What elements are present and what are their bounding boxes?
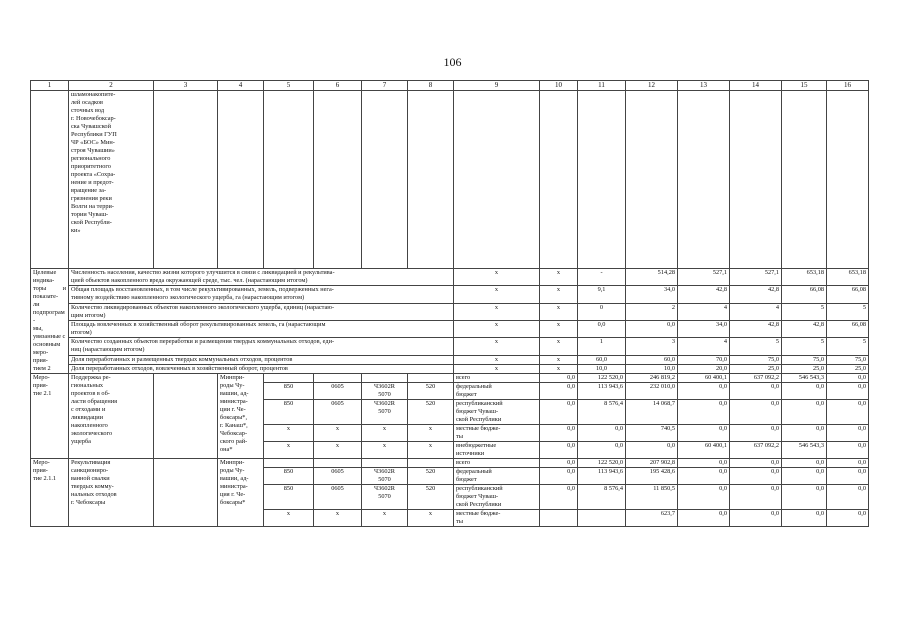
indicator-value: 653,18 (782, 269, 827, 286)
budget-code: x (408, 510, 454, 527)
amount-cell: 0,0 (782, 459, 827, 468)
indicator-value: 34,0 (626, 286, 678, 303)
amount-cell: 0,0 (827, 374, 869, 383)
indicator-value: x (454, 364, 540, 373)
indicators-label: Целевые индика- торы и показате- ли подпрограм- мы, увязанные с основным меро- прия- тием 2 (31, 269, 69, 374)
budget-code: 0605 (314, 383, 362, 400)
budget-code (314, 374, 362, 383)
header-cell: 11 (578, 81, 626, 91)
amount-cell: 0,0 (678, 468, 730, 485)
header-cell: 9 (454, 81, 540, 91)
budget-code: x (264, 425, 314, 442)
indicator-value: 5 (730, 338, 782, 355)
indicator-value: x (540, 320, 578, 337)
indicator-value: x (540, 269, 578, 286)
indicator-value: 653,18 (827, 269, 869, 286)
indicator-name: Доля переработанных отходов, вовлеченных в хозяйственный оборот, процентов (69, 364, 454, 373)
indicator-value: 0,0 (626, 320, 678, 337)
funding-source: федеральный бюджет (454, 383, 540, 400)
indicator-value: 42,8 (782, 320, 827, 337)
header-cell: 13 (678, 81, 730, 91)
header-cell: 6 (314, 81, 362, 91)
amount-cell: 0,0 (827, 400, 869, 425)
header-cell: 3 (154, 81, 218, 91)
budget-code (264, 374, 314, 383)
indicator-value: 20,0 (678, 364, 730, 373)
budget-code: Ч3602R 5070 (362, 383, 408, 400)
amount-cell: 0,0 (540, 459, 578, 468)
indicator-value: 25,0 (730, 364, 782, 373)
amount-cell: 122 520,0 (578, 459, 626, 468)
empty-cell (154, 374, 218, 459)
amount-cell: 232 010,0 (626, 383, 678, 400)
indicator-name: Количество ликвидированных объектов накопленного экологического ущерба, единиц (нарастаю- щим итогом) (69, 303, 454, 320)
budget-code: 850 (264, 400, 314, 425)
amount-cell: 623,7 (626, 510, 678, 527)
funding-source: местные бюдже- ты (454, 425, 540, 442)
budget-code: 520 (408, 400, 454, 425)
amount-cell: 0,0 (678, 510, 730, 527)
amount-cell: 637 092,2 (730, 374, 782, 383)
amount-cell: 0,0 (782, 425, 827, 442)
budget-code: x (264, 442, 314, 459)
indicator-value: 10,0 (578, 364, 626, 373)
funding-row (31, 459, 869, 468)
amount-cell (578, 510, 626, 527)
indicator-value: 66,08 (827, 320, 869, 337)
amount-cell: 0,0 (827, 510, 869, 527)
header-cell: 8 (408, 81, 454, 91)
indicator-value: 66,08 (782, 286, 827, 303)
indicator-row (31, 286, 869, 303)
indicator-value: x (540, 303, 578, 320)
amount-cell: 0,0 (678, 425, 730, 442)
budget-code: 520 (408, 468, 454, 485)
budget-code (408, 374, 454, 383)
budget-code: 0605 (314, 468, 362, 485)
amount-cell: 60 400,1 (678, 374, 730, 383)
indicator-value: x (540, 286, 578, 303)
indicator-value: - (578, 269, 626, 286)
amount-cell: 0,0 (540, 400, 578, 425)
budget-code: 0605 (314, 400, 362, 425)
header-cell: 16 (827, 81, 869, 91)
amount-cell: 637 092,2 (730, 442, 782, 459)
indicator-value: 75,0 (827, 355, 869, 364)
indicator-value: 1 (578, 338, 626, 355)
event-description-continuation: шламонакопите- лей осадков сточных вод г. Новочебоксар- ска Чувашской Республики ГУП ЧР «БОС» Мин- строя Чувашии» регионального приоритетного проекта «Сохра- нение и предот- вращение за- грязнения реки Волги на терри- тории Чуваш- ской Республи- ки» (69, 91, 154, 269)
indicator-value: 42,8 (730, 320, 782, 337)
amount-cell: 113 943,6 (578, 383, 626, 400)
indicator-value: x (454, 338, 540, 355)
amount-cell: 0,0 (827, 425, 869, 442)
indicator-value: x (540, 338, 578, 355)
indicator-value: 2 (626, 303, 678, 320)
budget-code: x (362, 425, 408, 442)
budget-code (314, 459, 362, 468)
indicator-value: 34,0 (678, 320, 730, 337)
responsible-executor: Минпри- роды Чу- вашии, ад- министра- ции г. Че- боксары*, г. Канаш*, Чебоксар- ского рай- она* (218, 374, 264, 459)
header-cell: 1 (31, 81, 69, 91)
indicator-name: Численность населения, качество жизни которого улучшится в связи с ликвидацией и рекультива- цией объектов накопленного вреда окружающей среде, тыс. чел. (нарастающим итогом) (69, 269, 454, 286)
amount-cell: 11 850,5 (626, 485, 678, 510)
funding-source: местные бюдже- ты (454, 510, 540, 527)
budget-code: 0605 (314, 485, 362, 510)
budget-code: x (314, 425, 362, 442)
indicator-value: 60,0 (578, 355, 626, 364)
amount-cell: 8 576,4 (578, 400, 626, 425)
amount-cell: 546 543,3 (782, 374, 827, 383)
amount-cell: 0,0 (730, 383, 782, 400)
indicator-value: 75,0 (730, 355, 782, 364)
amount-cell: 546 543,3 (782, 442, 827, 459)
indicator-value: 0,0 (578, 320, 626, 337)
header-cell: 4 (218, 81, 264, 91)
budget-code: Ч3602R 5070 (362, 485, 408, 510)
funding-source: республиканский бюджет Чуваш- ской Республики (454, 400, 540, 425)
amount-cell: 0,0 (540, 374, 578, 383)
indicator-value: 4 (678, 338, 730, 355)
budget-code: Ч3602R 5070 (362, 400, 408, 425)
amount-cell: 0,0 (730, 510, 782, 527)
funding-source: федеральный бюджет (454, 468, 540, 485)
indicator-row (31, 269, 869, 286)
indicator-name: Площадь вовлеченных в хозяйственный оборот рекультивированных земель, га (нарастающим итогом) (69, 320, 454, 337)
amount-cell: 122 520,0 (578, 374, 626, 383)
amount-cell: 60 400,1 (678, 442, 730, 459)
budget-code (264, 459, 314, 468)
header-cell: 12 (626, 81, 678, 91)
amount-cell: 0,0 (540, 468, 578, 485)
indicator-value: 5 (782, 303, 827, 320)
amount-cell: 740,5 (626, 425, 678, 442)
indicator-value: 42,8 (730, 286, 782, 303)
budget-code: x (362, 442, 408, 459)
event-code: Меро- прия- тие 2.1.1 (31, 459, 69, 527)
amount-cell: 0,0 (730, 425, 782, 442)
amount-cell (540, 510, 578, 527)
indicator-value: x (454, 303, 540, 320)
amount-cell: 0,0 (540, 485, 578, 510)
indicator-value: x (454, 355, 540, 364)
funding-source: республиканский бюджет Чуваш- ской Республики (454, 485, 540, 510)
indicator-value: x (540, 355, 578, 364)
indicator-value: 4 (730, 303, 782, 320)
funding-source: внебюджетные источники (454, 442, 540, 459)
budget-table (30, 80, 869, 527)
indicator-value: 10,0 (626, 364, 678, 373)
amount-cell: 0,0 (578, 442, 626, 459)
indicator-value: 25,0 (827, 364, 869, 373)
budget-code: 850 (264, 468, 314, 485)
amount-cell: 0,0 (678, 459, 730, 468)
indicator-value: 25,0 (782, 364, 827, 373)
indicator-value: 60,0 (626, 355, 678, 364)
page-number: 106 (443, 55, 462, 69)
amount-cell: 0,0 (827, 485, 869, 510)
indicator-value: x (454, 320, 540, 337)
indicator-name: Количество созданных объектов переработки и размещения твердых коммунальных отходов, еди- ниц (нарастающим итогом) (69, 338, 454, 355)
budget-code: x (314, 442, 362, 459)
header-cell: 7 (362, 81, 408, 91)
header-cell: 14 (730, 81, 782, 91)
amount-cell: 0,0 (730, 400, 782, 425)
indicator-row (31, 338, 869, 355)
event-description: Рекультивация санкциониро- ванной свалки твердых комму- нальных отходов г. Чебоксары (69, 459, 154, 527)
amount-cell: 113 943,6 (578, 468, 626, 485)
budget-code: 850 (264, 383, 314, 400)
amount-cell: 0,0 (782, 400, 827, 425)
amount-cell: 0,0 (578, 425, 626, 442)
amount-cell: 0,0 (730, 468, 782, 485)
indicator-value: 66,08 (827, 286, 869, 303)
indicator-value: x (454, 286, 540, 303)
budget-code: x (408, 442, 454, 459)
amount-cell: 0,0 (827, 442, 869, 459)
amount-cell: 0,0 (782, 383, 827, 400)
amount-cell: 0,0 (540, 425, 578, 442)
amount-cell: 0,0 (678, 383, 730, 400)
indicator-row (31, 320, 869, 337)
indicator-value: 5 (827, 338, 869, 355)
empty-cell (154, 459, 218, 527)
budget-code: x (408, 425, 454, 442)
header-cell: 5 (264, 81, 314, 91)
amount-cell: 246 819,2 (626, 374, 678, 383)
budget-code: x (314, 510, 362, 527)
indicator-row (31, 355, 869, 364)
amount-cell: 0,0 (626, 442, 678, 459)
budget-code: Ч3602R 5070 (362, 468, 408, 485)
amount-cell: 0,0 (827, 459, 869, 468)
budget-code (408, 459, 454, 468)
indicator-value: 75,0 (782, 355, 827, 364)
indicator-value: 5 (782, 338, 827, 355)
indicator-value: 0 (578, 303, 626, 320)
funding-source: всего (454, 459, 540, 468)
budget-code: x (264, 510, 314, 527)
amount-cell: 195 428,6 (626, 468, 678, 485)
indicator-value: 42,8 (678, 286, 730, 303)
funding-source: всего (454, 374, 540, 383)
amount-cell: 0,0 (678, 485, 730, 510)
indicator-name: Общая площадь восстановленных, в том числе рекультивированных, земель, подверженных нега- тивному воздействию накопленного экологического ущерба, га (нарастающим итогом) (69, 286, 454, 303)
indicator-value: 527,1 (730, 269, 782, 286)
event-description: Поддержка ре- гиональных проектов в об- ласти обращения с отходами и ликвидации накопленного экологического ущерба (69, 374, 154, 459)
indicator-value: 3 (626, 338, 678, 355)
budget-code (362, 459, 408, 468)
amount-cell: 0,0 (827, 468, 869, 485)
budget-code: 520 (408, 383, 454, 400)
indicator-value: x (540, 364, 578, 373)
indicator-value: 4 (678, 303, 730, 320)
amount-cell: 0,0 (540, 442, 578, 459)
amount-cell: 0,0 (782, 468, 827, 485)
amount-cell: 14 068,7 (626, 400, 678, 425)
header-cell: 2 (69, 81, 154, 91)
amount-cell: 0,0 (730, 459, 782, 468)
indicator-value: x (454, 269, 540, 286)
header-cell: 10 (540, 81, 578, 91)
indicator-name: Доля переработанных и размещенных твердых коммунальных отходов, процентов (69, 355, 454, 364)
indicator-value: 5 (827, 303, 869, 320)
header-row (31, 81, 869, 91)
amount-cell: 0,0 (678, 400, 730, 425)
indicator-value: 514,28 (626, 269, 678, 286)
indicator-value: 9,1 (578, 286, 626, 303)
budget-code: x (362, 510, 408, 527)
event-code: Меро- прия- тие 2.1 (31, 374, 69, 459)
funding-row (31, 374, 869, 383)
amount-cell: 0,0 (782, 485, 827, 510)
amount-cell: 0,0 (540, 383, 578, 400)
indicator-value: 527,1 (678, 269, 730, 286)
amount-cell: 0,0 (827, 383, 869, 400)
amount-cell: 207 902,8 (626, 459, 678, 468)
continuation-row (31, 91, 869, 269)
indicator-row (31, 303, 869, 320)
budget-code: 850 (264, 485, 314, 510)
header-cell: 15 (782, 81, 827, 91)
indicator-row (31, 364, 869, 373)
responsible-executor: Минпри- роды Чу- вашии, ад- министра- ция г. Че- боксары* (218, 459, 264, 527)
amount-cell: 8 576,4 (578, 485, 626, 510)
indicator-value: 70,0 (678, 355, 730, 364)
amount-cell: 0,0 (782, 510, 827, 527)
budget-code (362, 374, 408, 383)
budget-code: 520 (408, 485, 454, 510)
amount-cell: 0,0 (730, 485, 782, 510)
